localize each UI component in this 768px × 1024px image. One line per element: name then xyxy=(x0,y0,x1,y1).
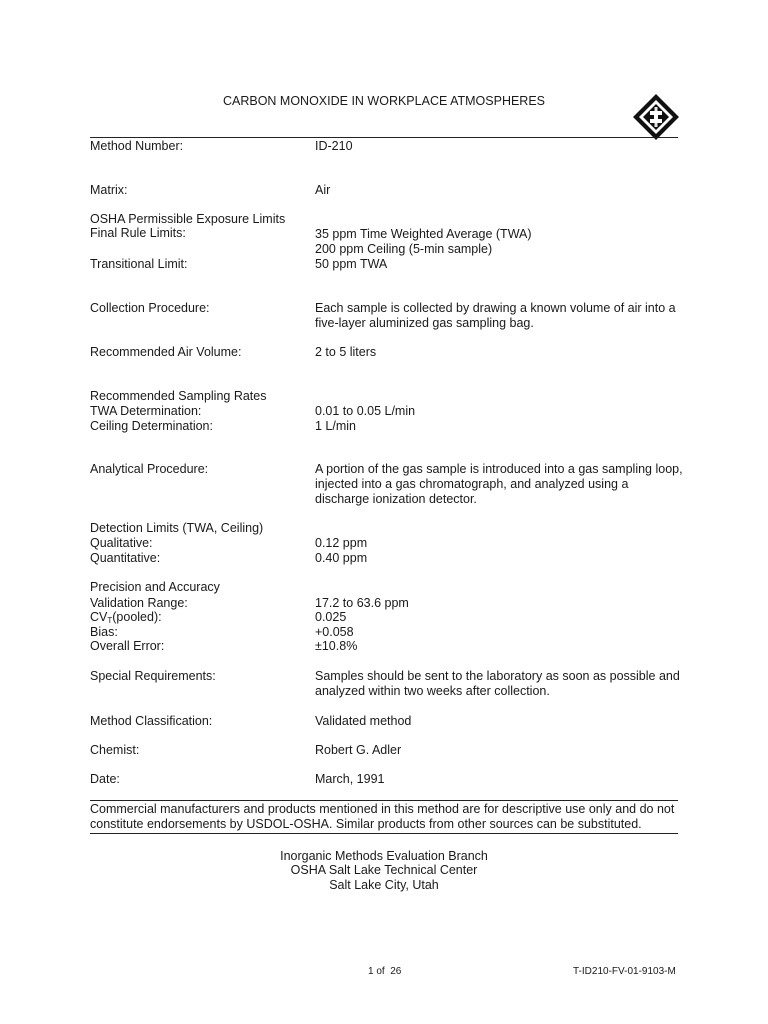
bias-value: +0.058 xyxy=(315,625,354,639)
qualitative-label: Qualitative: xyxy=(90,536,153,550)
pel-heading: OSHA Permissible Exposure Limits xyxy=(90,212,286,226)
qualitative-value: 0.12 ppm xyxy=(315,536,368,550)
ceiling-determination-label: Ceiling Determination: xyxy=(90,419,213,433)
classification-label: Method Classification: xyxy=(90,714,213,728)
footer-center: OSHA Salt Lake Technical Center xyxy=(290,863,478,877)
special-requirements-label: Special Requirements: xyxy=(90,669,216,683)
final-rule-label: Final Rule Limits: xyxy=(90,226,186,240)
page-title: CARBON MONOXIDE IN WORKPLACE ATMOSPHERES xyxy=(222,94,546,108)
chemist-label: Chemist: xyxy=(90,743,140,757)
air-volume-value: 2 to 5 liters xyxy=(315,345,377,359)
disclaimer-top-divider xyxy=(90,800,678,801)
final-rule-value-2: 200 ppm Ceiling (5-min sample) xyxy=(315,242,493,256)
matrix-value: Air xyxy=(315,183,331,197)
footer-branch: Inorganic Methods Evaluation Branch xyxy=(280,849,488,863)
twa-determination-value: 0.01 to 0.05 L/min xyxy=(315,404,416,418)
page-number: 1 of 26 xyxy=(368,966,402,977)
analytical-label: Analytical Procedure: xyxy=(90,462,209,476)
detection-heading: Detection Limits (TWA, Ceiling) xyxy=(90,521,264,535)
method-number-value: ID-210 xyxy=(315,139,353,153)
disclaimer-text: Commercial manufacturers and products mentioned in this method are for descriptive use only and do not constitute endorsements by USDOL-OSHA. Similar products from other sources can be substituted. xyxy=(90,802,675,831)
overall-error-value: ±10.8% xyxy=(315,639,358,653)
chemist-value: Robert G. Adler xyxy=(315,743,402,757)
cv-pooled-value: 0.025 xyxy=(315,610,347,624)
osha-diamond-logo-icon xyxy=(632,93,680,141)
validation-range-value: 17.2 to 63.6 ppm xyxy=(315,596,409,610)
air-volume-label: Recommended Air Volume: xyxy=(90,345,242,359)
document-code: T-ID210-FV-01-9103-M xyxy=(573,966,676,977)
header-divider xyxy=(90,137,678,138)
final-rule-value-1: 35 ppm Time Weighted Average (TWA) xyxy=(315,227,532,241)
analytical-value: A portion of the gas sample is introduced into a gas sampling loop, injected into a gas chromatograph, and analyzed using a discharge ionization detector. xyxy=(315,462,683,506)
sampling-rates-heading: Recommended Sampling Rates xyxy=(90,389,267,403)
bias-label: Bias: xyxy=(90,625,118,639)
validation-range-label: Validation Range: xyxy=(90,596,188,610)
transitional-value: 50 ppm TWA xyxy=(315,257,388,271)
quantitative-value: 0.40 ppm xyxy=(315,551,368,565)
ceiling-determination-value: 1 L/min xyxy=(315,419,356,433)
overall-error-label: Overall Error: xyxy=(90,639,165,653)
quantitative-label: Quantitative: xyxy=(90,551,161,565)
footer-location: Salt Lake City, Utah xyxy=(329,878,439,892)
classification-value: Validated method xyxy=(315,714,412,728)
special-requirements-value: Samples should be sent to the laboratory as soon as possible and analyzed within two weeks after collection. xyxy=(315,669,680,698)
method-number-label: Method Number: xyxy=(90,139,184,153)
date-label: Date: xyxy=(90,772,120,786)
collection-label: Collection Procedure: xyxy=(90,301,210,315)
transitional-label: Transitional Limit: xyxy=(90,257,188,271)
cv-pooled-label: $CV_T(pooled)$: xyxy=(90,610,162,625)
date-value: March, 1991 xyxy=(315,772,385,786)
collection-value: Each sample is collected by drawing a known volume of air into a five-layer aluminized gas sampling bag. xyxy=(315,301,676,330)
disclaimer-bottom-divider xyxy=(90,833,678,834)
precision-heading: Precision and Accuracy xyxy=(90,580,220,594)
twa-determination-label: TWA Determination: xyxy=(90,404,202,418)
matrix-label: Matrix: xyxy=(90,183,128,197)
